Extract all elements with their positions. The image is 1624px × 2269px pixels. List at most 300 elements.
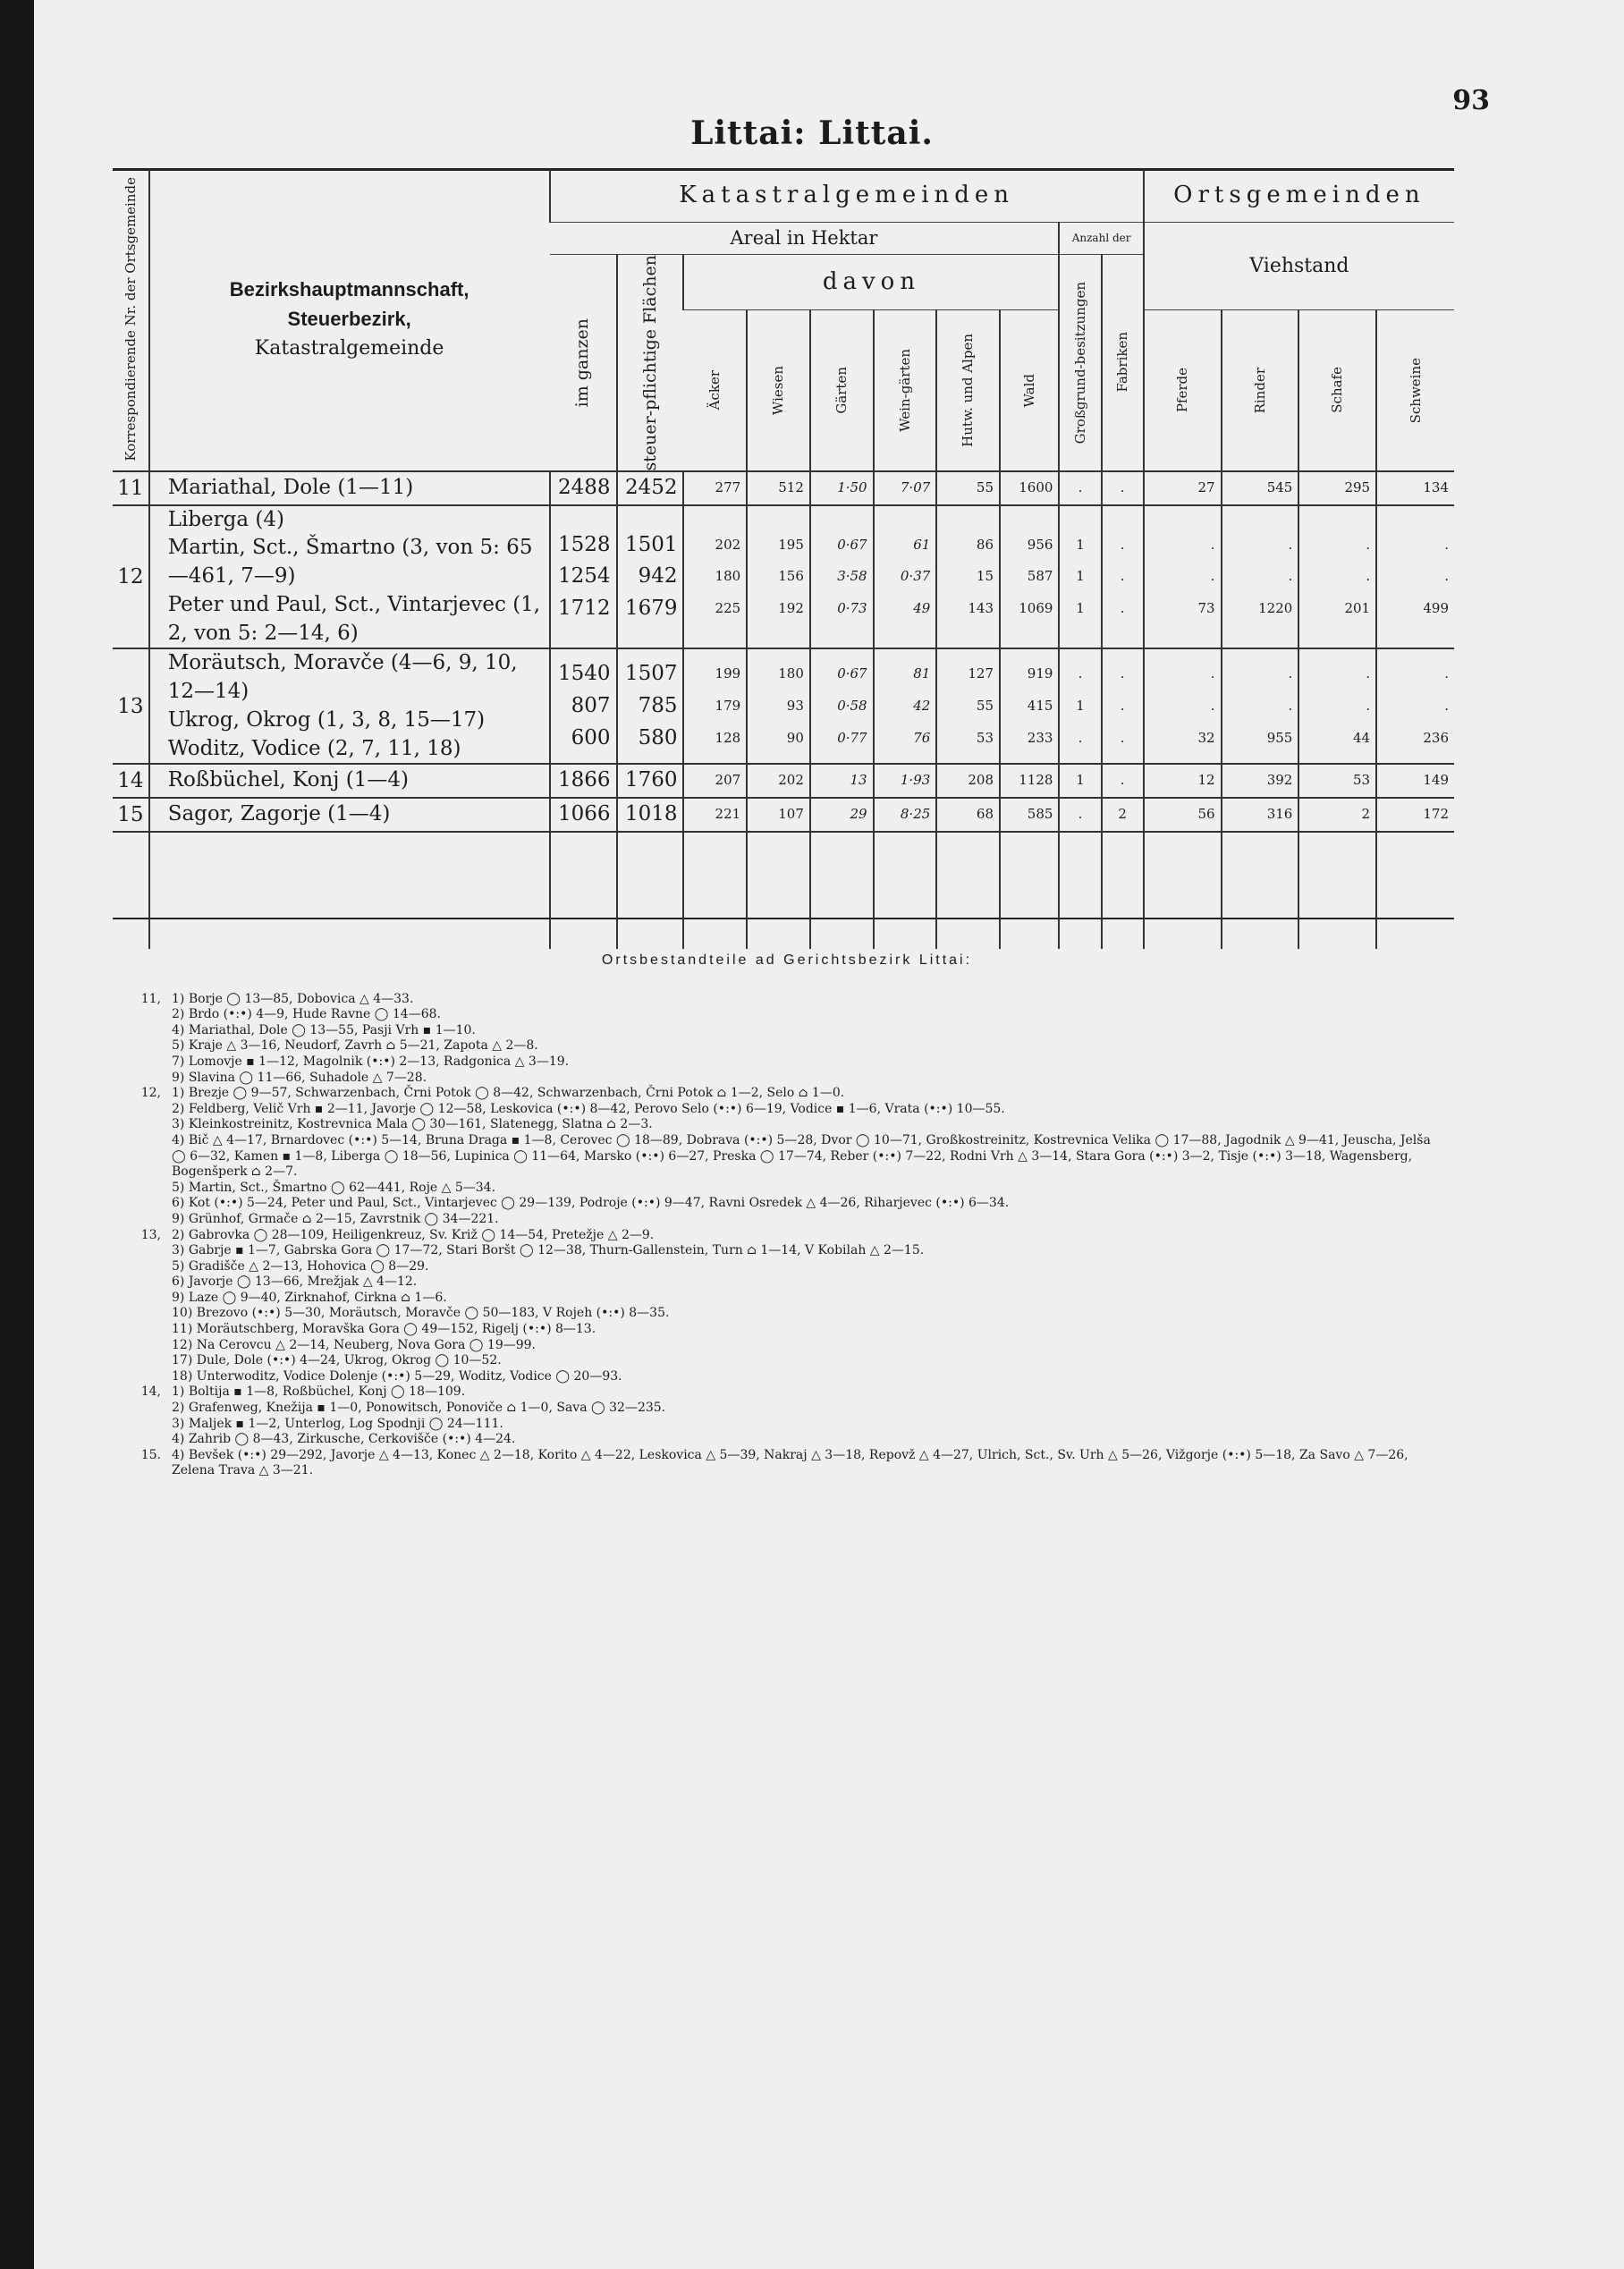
value-hutw: 208	[968, 772, 994, 789]
scan-edge	[0, 0, 34, 2269]
note-line	[125, 1102, 1449, 1118]
spacer-cell	[617, 832, 684, 949]
note-group-nr: 13,	[140, 1227, 161, 1242]
value-schweine: 499	[1423, 599, 1449, 616]
cell-schafe	[1298, 505, 1376, 649]
katastralgemeinde-name: Ukrog, Okrog (1, 3, 8, 15—17)	[167, 707, 486, 732]
value-gross: 1	[1076, 772, 1085, 789]
katastralgemeinde-name: Peter und Paul, Sct., Vintarjevec (1, 2, von 5: 2—14, 6)	[167, 592, 541, 645]
katastralgemeinde-names	[149, 798, 550, 832]
row-nr: 12	[113, 505, 149, 649]
header-im-ganzen: im ganzen	[550, 254, 617, 471]
header-gaerten: Gärten	[810, 309, 874, 471]
value-pferde: .	[1210, 568, 1215, 585]
katastralgemeinde-names	[149, 471, 550, 505]
cell-wein	[874, 764, 937, 798]
note-text: 2) Gabrovka ◯ 28—109, Heiligenkreuz, Sv. Križ ◯ 14—54, Pretežje △ 2—9.	[172, 1227, 655, 1242]
table-spacer-row	[113, 832, 1454, 949]
value-wiesen: 90	[786, 729, 804, 746]
value-wiesen: 202	[778, 772, 804, 789]
header-areal: Areal in Hektar	[550, 222, 1060, 254]
spacer-cell	[810, 832, 874, 949]
value-wiesen: 512	[778, 479, 804, 496]
cell-rinder	[1222, 471, 1299, 505]
note-text: 6) Kot (•:•) 5—24, Peter und Paul, Sct., Vintarjevec ◯ 29—139, Podroje (•:•) 9—47, Ravni Osredek △ 4—26, Riharjevec (•:•) 6—34.	[172, 1196, 1010, 1211]
value-ganzen: 1254	[557, 564, 611, 588]
value-ganzen: 1866	[557, 768, 611, 792]
value-aecker: 128	[715, 729, 741, 746]
note-text: 7) Lomovje ▪ 1—12, Magolnik (•:•) 2—13, Radgonica △ 3—19.	[172, 1054, 570, 1069]
cell-wein	[874, 648, 937, 764]
cell-wiesen	[747, 764, 810, 798]
note-text: 5) Gradišče △ 2—13, Hohovica ◯ 8—29.	[172, 1258, 429, 1274]
cell-wiesen	[747, 798, 810, 832]
cell-rinder	[1222, 505, 1299, 649]
cell-ganzen	[550, 471, 617, 505]
value-steuer: 1679	[624, 596, 678, 620]
value-hutw: 53	[976, 729, 994, 746]
cell-gross	[1059, 471, 1101, 505]
value-hutw: 15	[976, 568, 994, 585]
table-body	[113, 471, 1454, 949]
note-line	[125, 1338, 1449, 1354]
value-wein: 8·25	[900, 806, 931, 822]
value-schafe: .	[1366, 698, 1371, 714]
value-pferde: 56	[1197, 806, 1215, 822]
value-wein: 76	[913, 729, 931, 746]
note-line	[125, 1448, 1449, 1479]
note-line	[125, 1417, 1449, 1433]
table-row	[113, 764, 1454, 798]
note-text: 1) Brezje ◯ 9—57, Schwarzenbach, Črni Potok ◯ 8—42, Schwarzenbach, Črni Potok ⌂ 1—2, Selo ⌂ 1—0.	[172, 1086, 845, 1101]
value-schweine: .	[1444, 665, 1449, 682]
note-line	[125, 1228, 1449, 1244]
value-steuer: 580	[638, 725, 678, 749]
cell-rinder	[1222, 798, 1299, 832]
statistics-table	[113, 168, 1454, 949]
value-pferde: .	[1210, 698, 1215, 714]
cell-rinder	[1222, 764, 1299, 798]
katastralgemeinde-names	[149, 764, 550, 798]
value-hutw: 127	[968, 665, 994, 682]
note-text: 3) Maljek ▪ 1—2, Unterlog, Log Spodnji ◯ 24—111.	[172, 1416, 503, 1431]
value-aecker: 221	[715, 806, 741, 822]
value-wiesen: 156	[778, 568, 804, 585]
value-aecker: 202	[715, 536, 741, 553]
table-row	[113, 505, 1454, 649]
note-line	[125, 1432, 1449, 1448]
value-gaerten: 1·50	[837, 479, 867, 496]
value-schweine: 172	[1423, 806, 1449, 822]
value-wiesen: 192	[778, 599, 804, 616]
note-line	[125, 992, 1449, 1008]
value-wein: 61	[913, 536, 931, 553]
value-schafe: .	[1366, 665, 1371, 682]
cell-wein	[874, 505, 937, 649]
cell-fabr	[1102, 764, 1144, 798]
katastralgemeinde-name: Sagor, Zagorje (1—4)	[167, 801, 391, 825]
note-text: 12) Na Cerovcu △ 2—14, Neuberg, Nova Gora ◯ 19—99.	[172, 1337, 536, 1352]
cell-fabr	[1102, 471, 1144, 505]
value-wald: 1128	[1019, 772, 1053, 789]
value-fabr: .	[1120, 698, 1125, 714]
cell-wiesen	[747, 505, 810, 649]
value-rinder: .	[1288, 665, 1293, 682]
value-gaerten: 29	[850, 806, 867, 822]
katastralgemeinde-name: Martin, Sct., Šmartno (3, von 5: 65—461, 7—9)	[167, 536, 533, 588]
cell-gaerten	[810, 798, 874, 832]
value-rinder: .	[1288, 698, 1293, 714]
note-line	[125, 1369, 1449, 1385]
note-line	[125, 1212, 1449, 1228]
value-wiesen: 93	[786, 698, 804, 714]
value-hutw: 55	[976, 698, 994, 714]
note-line	[125, 1259, 1449, 1275]
value-rinder: 1220	[1258, 599, 1293, 616]
header-aecker: Äcker	[683, 309, 747, 471]
value-wald: 956	[1027, 536, 1053, 553]
cell-hutw	[936, 505, 1000, 649]
note-group-nr: 14,	[140, 1384, 161, 1400]
value-schafe: .	[1366, 568, 1371, 585]
cell-gaerten	[810, 648, 874, 764]
spacer-cell	[550, 832, 617, 949]
value-wald: 587	[1027, 568, 1053, 585]
value-schweine: .	[1444, 698, 1449, 714]
note-line	[125, 1291, 1449, 1307]
cell-pferde	[1144, 798, 1222, 832]
cell-pferde	[1144, 648, 1222, 764]
note-text: 5) Kraje △ 3—16, Neudorf, Zavrh ⌂ 5—21, Zapota △ 2—8.	[172, 1038, 538, 1054]
value-steuer: 942	[638, 564, 678, 588]
note-text: 9) Grünhof, Grmače ⌂ 2—15, Zavrstnik ◯ 34—221.	[172, 1211, 499, 1226]
cell-pferde	[1144, 471, 1222, 505]
cell-hutw	[936, 798, 1000, 832]
value-gaerten: 0·67	[837, 665, 867, 682]
value-schafe: 44	[1353, 729, 1371, 746]
cell-wald	[1000, 764, 1059, 798]
value-aecker: 225	[715, 599, 741, 616]
note-line	[125, 1117, 1449, 1133]
note-text: 4) Mariathal, Dole ◯ 13—55, Pasji Vrh ▪ 1—10.	[172, 1022, 476, 1037]
value-gaerten: 0·77	[837, 729, 867, 746]
value-schweine: .	[1444, 536, 1449, 553]
value-gaerten: 3·58	[837, 568, 867, 585]
value-fabr: .	[1120, 772, 1125, 789]
value-schweine: 134	[1423, 479, 1449, 496]
cell-fabr	[1102, 798, 1144, 832]
value-wein: 0·37	[900, 568, 931, 585]
header-schweine: Schweine	[1376, 309, 1454, 471]
note-line	[125, 1274, 1449, 1291]
value-rinder: 392	[1266, 772, 1293, 789]
note-text: 4) Zahrib ◯ 8—43, Zirkusche, Cerkovišče (•:•) 4—24.	[172, 1432, 516, 1447]
header-katastralgemeinden: Katastralgemeinden	[550, 168, 1144, 222]
value-gaerten: 0·67	[837, 536, 867, 553]
notes-section	[125, 952, 1449, 1479]
spacer-cell	[1059, 832, 1101, 949]
cell-schafe	[1298, 798, 1376, 832]
row-nr: 11	[113, 471, 149, 505]
value-fabr: .	[1120, 568, 1125, 585]
value-gross: 1	[1076, 698, 1085, 714]
header-weingaerten: Wein-gärten	[874, 309, 937, 471]
note-text: 10) Brezovo (•:•) 5—30, Moräutsch, Moravče ◯ 50—183, V Rojeh (•:•) 8—35.	[172, 1306, 670, 1321]
cell-aecker	[683, 471, 747, 505]
note-line	[125, 1306, 1449, 1322]
row-nr: 13	[113, 648, 149, 764]
value-hutw: 55	[976, 479, 994, 496]
value-wald: 1069	[1019, 599, 1053, 616]
value-schafe: 295	[1344, 479, 1371, 496]
cell-ganzen	[550, 798, 617, 832]
cell-schweine	[1376, 798, 1454, 832]
value-pferde: 32	[1197, 729, 1215, 746]
value-schafe: 53	[1353, 772, 1371, 789]
cell-schafe	[1298, 764, 1376, 798]
header-rinder: Rinder	[1222, 309, 1299, 471]
header-hutweiden: Hutw. und Alpen	[936, 309, 1000, 471]
value-wein: 81	[913, 665, 931, 682]
cell-ganzen	[550, 648, 617, 764]
note-text: 9) Laze ◯ 9—40, Zirknahof, Cirkna ⌂ 1—6.	[172, 1290, 447, 1305]
value-wein: 42	[913, 698, 931, 714]
cell-fabr	[1102, 505, 1144, 649]
note-text: 2) Feldberg, Velič Vrh ▪ 2—11, Javorje ◯ 12—58, Leskovica (•:•) 8—42, Perovo Selo (•:•) 6—19, Vodice ▪ 1—6, Vrata (•:•) 10—55.	[172, 1101, 1005, 1116]
cell-gaerten	[810, 764, 874, 798]
value-schweine: 236	[1423, 729, 1449, 746]
value-aecker: 277	[715, 479, 741, 496]
value-gaerten: 0·58	[837, 698, 867, 714]
note-text: 11) Moräutschberg, Moravška Gora ◯ 49—152, Rigelj (•:•) 8—13.	[172, 1322, 596, 1337]
value-rinder: 955	[1266, 729, 1293, 746]
spacer-cell	[1298, 832, 1376, 949]
note-line	[125, 1181, 1449, 1197]
value-aecker: 180	[715, 568, 741, 585]
header-davon: davon	[683, 254, 1059, 309]
note-group-nr: 15.	[140, 1447, 161, 1462]
value-steuer: 2452	[624, 476, 678, 500]
value-gross: .	[1078, 665, 1083, 682]
value-fabr: .	[1120, 729, 1125, 746]
note-text: 1) Borje ◯ 13—85, Dobovica △ 4—33.	[172, 991, 414, 1006]
cell-wein	[874, 471, 937, 505]
note-line	[125, 1023, 1449, 1039]
cell-hutw	[936, 471, 1000, 505]
katastralgemeinde-names	[149, 648, 550, 764]
note-text: 17) Dule, Dole (•:•) 4—24, Ukrog, Okrog ◯ 10—52.	[172, 1353, 502, 1368]
cell-wein	[874, 798, 937, 832]
note-text: 1) Boltija ▪ 1—8, Roßbüchel, Konj ◯ 18—109.	[172, 1384, 466, 1400]
cell-wiesen	[747, 471, 810, 505]
value-wein: 7·07	[900, 479, 931, 496]
value-steuer: 1760	[624, 768, 678, 792]
value-schafe: 201	[1344, 599, 1371, 616]
header-schafe: Schafe	[1298, 309, 1376, 471]
katastralgemeinde-name: Roßbüchel, Konj (1—4)	[167, 768, 409, 792]
note-line	[125, 1086, 1449, 1102]
note-line	[125, 1007, 1449, 1023]
cell-gross	[1059, 505, 1101, 649]
spacer-cell	[1222, 832, 1299, 949]
note-group-nr: 11,	[140, 991, 161, 1006]
table-row	[113, 471, 1454, 505]
value-steuer: 785	[638, 694, 678, 718]
value-ganzen: 1712	[557, 596, 611, 620]
spacer-cell	[936, 832, 1000, 949]
spacer-cell	[1144, 832, 1222, 949]
cell-rinder	[1222, 648, 1299, 764]
spacer-cell	[1102, 832, 1144, 949]
spacer-cell	[1000, 832, 1059, 949]
value-wald: 1600	[1019, 479, 1053, 496]
value-hutw: 86	[976, 536, 994, 553]
header-nr: Korrespondierende Nr. der Ortsgemeinde	[113, 168, 149, 471]
note-line	[125, 1054, 1449, 1071]
value-pferde: 12	[1197, 772, 1215, 789]
katastralgemeinde-name: Liberga (4)	[167, 507, 284, 531]
note-line	[125, 1322, 1449, 1338]
note-group-nr: 12,	[140, 1086, 161, 1101]
note-text: 4) Bič △ 4—17, Brnardovec (•:•) 5—14, Bruna Draga ▪ 1—8, Cerovec ◯ 18—89, Dobrava (•:•) 5—28, Dvor ◯ 10—71, Großkostreinitz, Kostrevnica Velika ◯ 17—88, Jagodnik △ 9—41, Jeuscha, Jelša ◯ 6—32, Kamen ▪ 1—8, Liberga ◯ 18—56, Lupinica ◯ 11—64, Marsko (•:•) 6—27, Preska ◯ 17—74, Reber (•:•) 7—22, Rodni Vrh △ 3—14, Stara Gora (•:•) 3—2, Tisje (•:•) 3—18, Wagensberg, Bogenšperk ⌂ 2—7.	[172, 1132, 1431, 1180]
header-wald: Wald	[1000, 309, 1059, 471]
notes-title: Ortsbestandteile ad Gerichtsbezirk Littai:	[601, 952, 973, 968]
cell-gross	[1059, 798, 1101, 832]
katastralgemeinde-name: Mariathal, Dole (1—11)	[167, 475, 414, 499]
value-hutw: 143	[968, 599, 994, 616]
value-gross: .	[1078, 479, 1083, 496]
value-wiesen: 195	[778, 536, 804, 553]
value-wein: 1·93	[900, 772, 931, 789]
value-ganzen: 600	[571, 725, 611, 749]
note-line	[125, 1071, 1449, 1087]
value-fabr: .	[1120, 599, 1125, 616]
spacer-cell	[747, 832, 810, 949]
value-fabr: 2	[1118, 806, 1127, 822]
cell-aecker	[683, 798, 747, 832]
value-rinder: 545	[1266, 479, 1293, 496]
header-anzahl: Anzahl der	[1059, 222, 1143, 254]
header-pferde: Pferde	[1144, 309, 1222, 471]
cell-aecker	[683, 648, 747, 764]
cell-ganzen	[550, 764, 617, 798]
header-name: Bezirkshauptmannschaft, Steuerbezirk, Katastralgemeinde	[149, 168, 550, 471]
katastralgemeinde-names	[149, 505, 550, 649]
value-steuer: 1018	[624, 802, 678, 826]
value-ganzen: 1066	[557, 802, 611, 826]
spacer-cell	[1376, 832, 1454, 949]
value-hutw: 68	[976, 806, 994, 822]
page-number: 93	[1452, 85, 1490, 116]
value-fabr: .	[1120, 665, 1125, 682]
note-line	[125, 1038, 1449, 1054]
cell-hutw	[936, 648, 1000, 764]
header-viehstand: Viehstand	[1144, 222, 1454, 309]
note-text: 3) Kleinkostreinitz, Kostrevnica Mala ◯ 30—161, Slatenegg, Slatna ⌂ 2—3.	[172, 1117, 653, 1132]
value-wein: 49	[913, 599, 931, 616]
header-fabriken: Fabriken	[1102, 254, 1144, 471]
note-text: 9) Slavina ◯ 11—66, Suhadole △ 7—28.	[172, 1070, 427, 1085]
cell-steuer	[617, 648, 684, 764]
value-wald: 919	[1027, 665, 1053, 682]
cell-schweine	[1376, 505, 1454, 649]
note-text: 2) Brdo (•:•) 4—9, Hude Ravne ◯ 14—68.	[172, 1007, 441, 1022]
value-steuer: 1501	[624, 532, 678, 556]
cell-ganzen	[550, 505, 617, 649]
cell-schweine	[1376, 471, 1454, 505]
cell-wald	[1000, 648, 1059, 764]
spacer-cell	[149, 832, 550, 949]
value-gaerten: 0·73	[837, 599, 867, 616]
value-rinder: .	[1288, 536, 1293, 553]
value-wald: 233	[1027, 729, 1053, 746]
value-fabr: .	[1120, 479, 1125, 496]
value-pferde: .	[1210, 536, 1215, 553]
value-steuer: 1507	[624, 662, 678, 686]
note-line	[125, 1384, 1449, 1401]
note-line	[125, 1401, 1449, 1417]
value-rinder: 316	[1266, 806, 1293, 822]
note-line	[125, 1243, 1449, 1259]
row-nr: 14	[113, 764, 149, 798]
cell-wald	[1000, 505, 1059, 649]
value-gross: 1	[1076, 599, 1085, 616]
value-schafe: 2	[1361, 806, 1371, 822]
value-wiesen: 107	[778, 806, 804, 822]
header-steuer: steuer-pflichtige Flächen	[617, 254, 684, 471]
header-ortsgemeinden: Ortsgemeinden	[1144, 168, 1454, 222]
cell-gaerten	[810, 505, 874, 649]
cell-pferde	[1144, 764, 1222, 798]
value-schweine: .	[1444, 568, 1449, 585]
cell-aecker	[683, 505, 747, 649]
note-text: 5) Martin, Sct., Šmartno ◯ 62—441, Roje △ 5—34.	[172, 1180, 496, 1195]
value-ganzen: 807	[571, 694, 611, 718]
value-gaerten: 13	[850, 772, 867, 789]
cell-steuer	[617, 798, 684, 832]
value-pferde: .	[1210, 665, 1215, 682]
katastralgemeinde-name: Woditz, Vodice (2, 7, 11, 18)	[167, 736, 461, 760]
cell-gaerten	[810, 471, 874, 505]
note-text: 6) Javorje ◯ 13—66, Mrežjak △ 4—12.	[172, 1274, 418, 1290]
value-pferde: 27	[1197, 479, 1215, 496]
cell-aecker	[683, 764, 747, 798]
value-wiesen: 180	[778, 665, 804, 682]
cell-wald	[1000, 471, 1059, 505]
note-text: 18) Unterwoditz, Vodice Dolenje (•:•) 5—29, Woditz, Vodice ◯ 20—93.	[172, 1368, 622, 1384]
cell-gross	[1059, 648, 1101, 764]
note-line	[125, 1196, 1449, 1212]
value-wald: 415	[1027, 698, 1053, 714]
table-row	[113, 798, 1454, 832]
header-gross: Großgrund-besitzungen	[1059, 254, 1101, 471]
value-wald: 585	[1027, 806, 1053, 822]
spacer-cell	[113, 832, 149, 949]
page-title: Littai: Littai.	[690, 114, 934, 152]
value-aecker: 199	[715, 665, 741, 682]
value-aecker: 179	[715, 698, 741, 714]
value-gross: 1	[1076, 536, 1085, 553]
header-wiesen: Wiesen	[747, 309, 810, 471]
cell-steuer	[617, 505, 684, 649]
value-fabr: .	[1120, 536, 1125, 553]
value-schweine: 149	[1423, 772, 1449, 789]
value-gross: .	[1078, 806, 1083, 822]
note-text: 3) Gabrje ▪ 1—7, Gabrska Gora ◯ 17—72, Stari Boršt ◯ 12—38, Thurn-Gallenstein, Turn ⌂ 1—14, V Kobilah △ 2—15.	[172, 1243, 925, 1258]
value-aecker: 207	[715, 772, 741, 789]
cell-steuer	[617, 471, 684, 505]
cell-schafe	[1298, 471, 1376, 505]
